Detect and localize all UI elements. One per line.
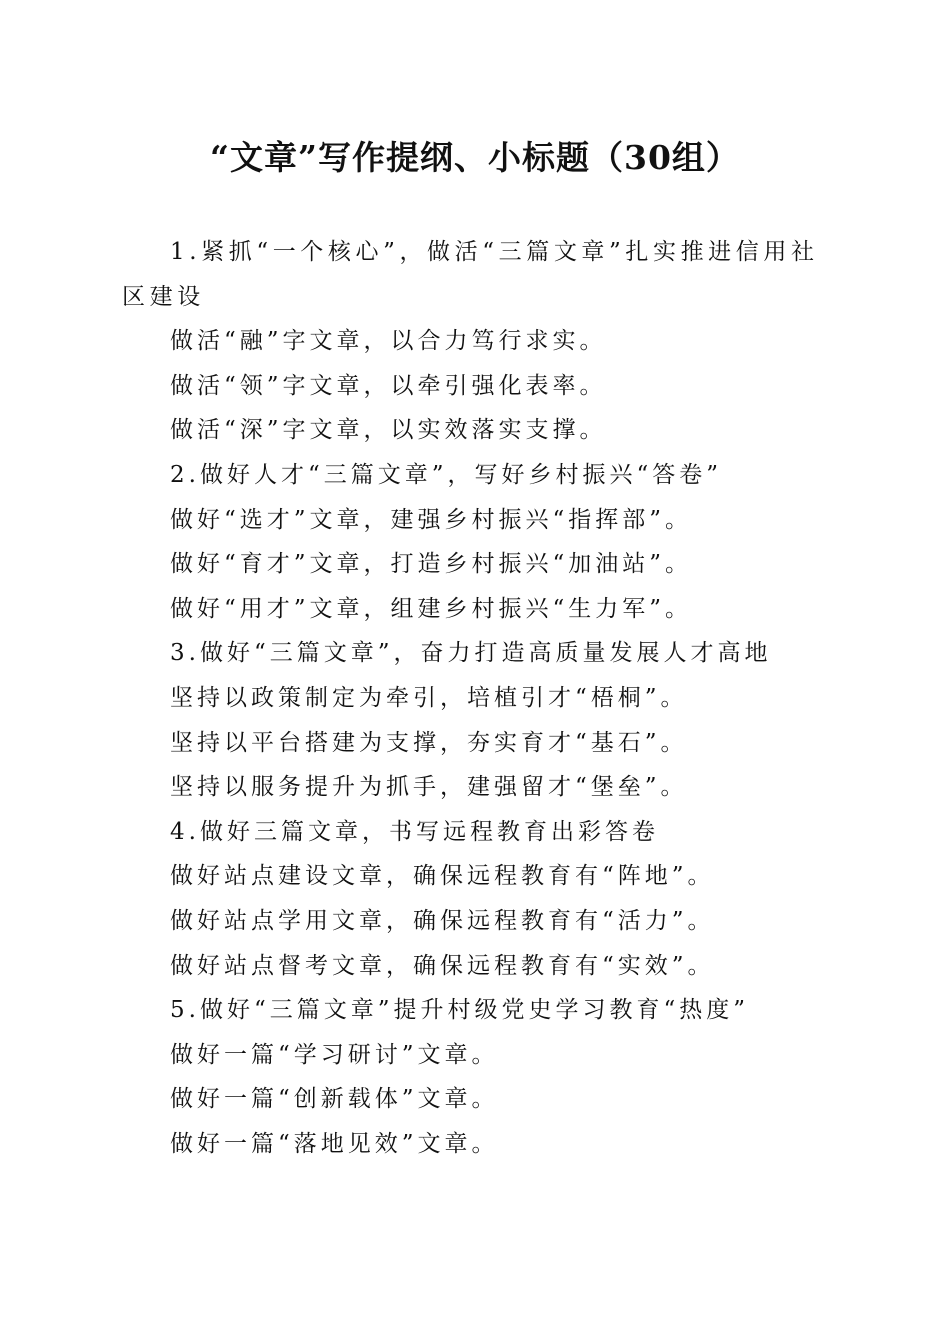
paragraph: 做好“选才”文章，建强乡村振兴“指挥部”。 (170, 506, 693, 533)
paragraph: 做好站点建设文章，确保远程教育有“阵地”。 (170, 863, 715, 890)
paragraph: 做活“深”字文章，以实效落实支撑。 (170, 417, 607, 444)
paragraph: 做好站点督考文章，确保远程教育有“实效”。 (170, 952, 715, 979)
section-heading: 2.做好人才“三篇文章”，写好乡村振兴“答卷” (170, 461, 722, 488)
paragraph: 做好“用才”文章，组建乡村振兴“生力军”。 (170, 595, 693, 622)
paragraph: 做好站点学用文章，确保远程教育有“活力”。 (170, 907, 715, 934)
section-heading: 4.做好三篇文章，书写远程教育出彩答卷 (170, 818, 659, 845)
paragraph: 做活“领”字文章，以牵引强化表率。 (170, 372, 607, 399)
document-body (122, 230, 828, 1166)
section-heading: 5.做好“三篇文章”提升村级党史学习教育“热度” (170, 997, 749, 1024)
paragraph: 做好一篇“创新载体”文章。 (170, 1086, 499, 1113)
section-heading: 1.紧抓“一个核心”，做活“三篇文章”扎实推进信用社区建设 (122, 239, 819, 310)
paragraph: 做好“育才”文章，打造乡村振兴“加油站”。 (170, 551, 693, 578)
paragraph: 做好一篇“学习研讨”文章。 (170, 1041, 499, 1068)
paragraph: 做好一篇“落地见效”文章。 (170, 1130, 499, 1157)
document-title: “文章”写作提纲、小标题（30组） (210, 138, 740, 177)
paragraph: 坚持以服务提升为抓手，建强留才“堡垒”。 (170, 774, 688, 801)
paragraph: 坚持以政策制定为牵引，培植引才“梧桐”。 (170, 684, 688, 711)
paragraph: 做活“融”字文章，以合力笃行求实。 (170, 328, 607, 355)
section-heading: 3.做好“三篇文章”，奋力打造高质量发展人才高地 (170, 640, 772, 667)
paragraph: 坚持以平台搭建为支撑，夯实育才“基石”。 (170, 729, 688, 756)
